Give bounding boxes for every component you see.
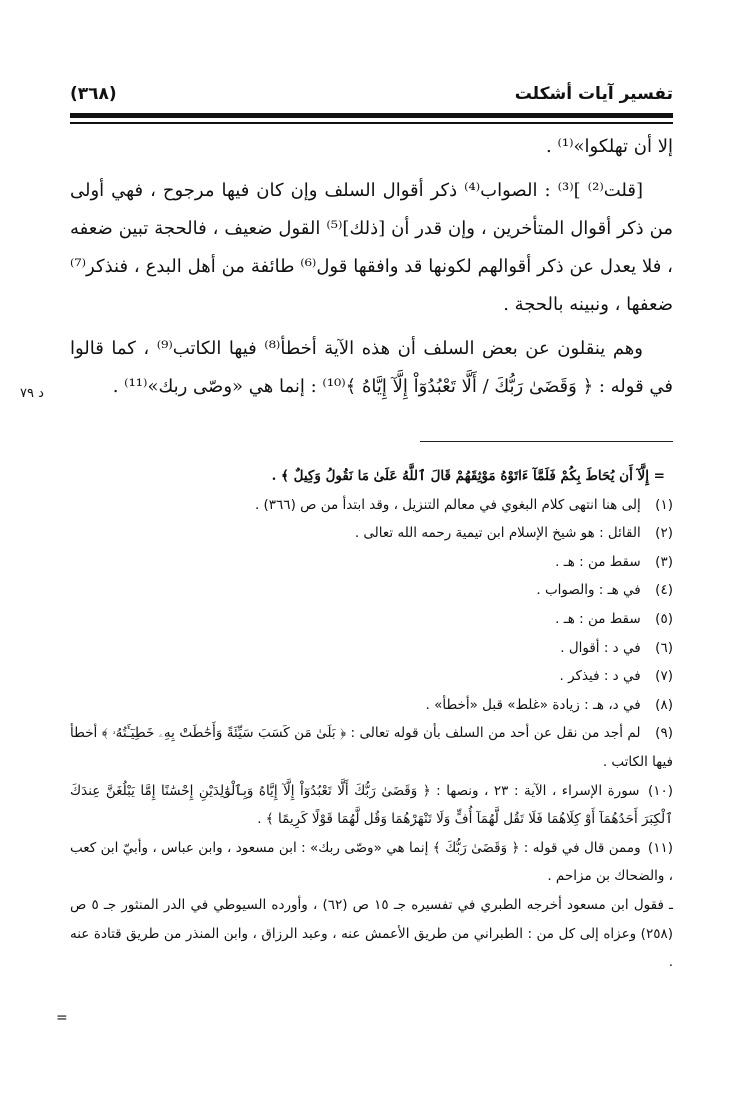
footnote-text: سقط من : هـ .: [555, 610, 641, 627]
footnote-number: (٩): [655, 725, 673, 742]
footnote-text: وممن قال في قوله : ﴿ وَقَضَىٰ رَبُّكَ ﴾ إنما هي «وصّى ربك» : ابن مسعود ، وابن عباس ، وأبيّ ابن كعب ، والضحاك بن مزاحم .: [70, 839, 673, 885]
footnote-text: القائل : هو شيخ الإسلام ابن تيمية رحمه الله تعالى .: [354, 525, 641, 542]
header-rule-thin: [70, 122, 673, 124]
footnote-continuation: = إِلَّآ أَن يُحَاطَ بِكُمْ فَلَمَّآ ءَاتَوْهُ مَوْثِقَهُمْ قَالَ ٱللَّهُ عَلَىٰ مَا نَقُولُ وَكِيلٌ ﴾ .: [271, 468, 665, 484]
footnote-10: [70, 777, 673, 834]
footnote-5: [70, 605, 673, 634]
page-number: (٣٦٨): [70, 84, 117, 104]
footnote-text: سقط من : هـ .: [555, 553, 641, 570]
running-title: تفسير آيات أشكلت: [514, 84, 673, 104]
footnote-1: [70, 491, 673, 520]
footnote-number: (٣): [655, 553, 673, 570]
footnote-11: [70, 834, 673, 891]
paragraph-1: إلا أن تهلكوا»⁽¹⁾ .: [546, 136, 673, 157]
footnote-text: في د : فيذكر .: [559, 668, 641, 685]
paragraph-2: [قلت⁽²⁾ ]⁽³⁾ : الصواب⁽⁴⁾ ذكر أقوال السلف وإن كان فيها مرجوح ، فهي أولى من ذكر أقوال المتأخرين ، وإن قدر أن [ذلك]⁽⁵⁾ القول ضعيف ، فالحجة تبين ضعفه ، فلا يعدل عن ذكر أقوالهم لكونها قد وافقها قول⁽⁶⁾ طائفة من أهل البدع ، فنذكر⁽⁷⁾ ضعفها ، ونبينه بالحجة .: [70, 180, 673, 315]
footnote-number: (١): [655, 496, 673, 513]
header-rule-thick: [70, 113, 673, 118]
footnote-4: [70, 576, 673, 605]
footnote-number: (١٠): [647, 782, 674, 799]
paragraph-3: وهم ينقلون عن بعض السلف أن هذه الآية أخطأ⁽⁸⁾ فيها الكاتب⁽⁹⁾ ، كما قالوا في قوله : ﴿ وَقَضَىٰ رَبُّكَ / أَلَّا تَعْبُدُوٓاْ إِلَّآ إِيَّاهُ ﴾⁽¹⁰⁾ : إنما هي «وصّى ربك»⁽¹¹⁾ .: [70, 338, 673, 397]
footnote-text: لم أجد من نقل عن أحد من السلف بأن قوله تعالى : ﴿ بَلَىٰ مَن كَسَبَ سَيِّئَةً وَأَحَٰطَتْ بِهِۦ خَطِيٓـَٔتُهُۥ ﴾ أخطأ فيها الكاتب .: [70, 725, 673, 770]
footnote-text: سورة الإسراء ، الآية : ٢٣ ، ونصها : ﴿ وَقَضَىٰ رَبُّكَ أَلَّا تَعْبُدُوٓاْ إِلَّآ إِيَّاهُ وَبِٱلْوَٰلِدَيْنِ إِحْسَٰنًا إِمَّا يَبْلُغَنَّ عِندَكَ ٱلْكِبَرَ أَحَدُهُمَآ أَوْ كِلَاهُمَا فَلَا تَقُل لَّهُمَآ أُفٍّ وَلَا تَنْهَرْهُمَا وَقُل لَّهُمَا قَوْلًا كَرِيمًا ﴾ .: [70, 782, 673, 828]
footnote-number: (٦): [655, 639, 673, 656]
footnote-number: (٢): [655, 525, 673, 542]
footnote-9: [70, 719, 673, 776]
continuation-mark: =: [56, 1010, 68, 1026]
footnote-separator: [420, 441, 673, 442]
footnote-number: (٤): [655, 582, 673, 599]
footnotes: [70, 462, 673, 977]
footnote-text: في د : أقوال .: [560, 639, 641, 656]
footnote-number: (١١): [647, 839, 673, 856]
footnote-8: [70, 691, 673, 720]
footnote-text: إلى هنا انتهى كلام البغوي في معالم التنزيل ، وقد ابتدأ من ص (٣٦٦) .: [254, 496, 641, 513]
footnote-text: في هـ : والصواب .: [536, 582, 641, 599]
page-header: [70, 84, 673, 110]
footnote-number: (٨): [655, 696, 673, 713]
footnote-7: [70, 662, 673, 691]
footnote-number: (٧): [655, 668, 673, 685]
footnote-text: في د، هـ : زيادة «غلط» قبل «أخطأ» .: [425, 696, 641, 713]
main-text: [70, 128, 673, 412]
footnote-2: [70, 519, 673, 548]
footnote-6: [70, 634, 673, 663]
footnote-11-detail: ـ فقول ابن مسعود أخرجه الطبري في تفسيره جـ ١٥ ص (٦٢) ، وأورده السيوطي في الدر المنثور جـ ٥ ص (٢٥٨) وعزاه إلى كل من : الطبراني من طريق الأعمش عنه ، وعبد الرزاق ، وابن المنذر من طريق قتادة عنه .: [70, 896, 674, 971]
footnote-number: (٥): [655, 610, 673, 627]
footnote-3: [70, 548, 673, 577]
manuscript-margin-note: د ٧٩: [20, 386, 44, 401]
